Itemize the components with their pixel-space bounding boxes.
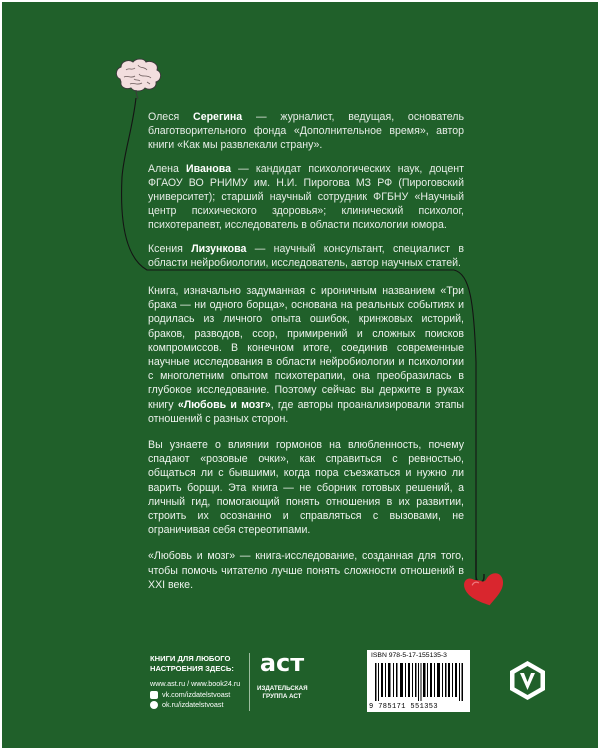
isbn-text: ISBN 978-5-17-155135-3 bbox=[371, 652, 447, 659]
age-rating-badge-icon bbox=[506, 659, 549, 702]
brain-icon bbox=[112, 57, 164, 99]
author-surname: Иванова bbox=[186, 162, 232, 175]
book-back-cover bbox=[2, 2, 598, 748]
description-paragraph-1: Книга, изначально задуманная с ироничным названием «Три брака — ни одного борща», основана на реальных событиях и родилась из личного опыта ошибок, кринжовых историй, браков, разводов, ссор, примирений и сложных поисков компромиссов. В конечном итоге, соединив современные научные исследования в области нейробиологии и психологии с многолетним опытом психотерапии, она преобразилась в глубокое исследование. Поэтому сейчас вы держите в руках книгу «Любовь и мозг», где авторы проанализировали этапы отношений с разных сторон. bbox=[148, 285, 464, 425]
footer-heading-line2: НАСТРОЕНИЯ ЗДЕСЬ: bbox=[150, 664, 234, 673]
ok-icon bbox=[150, 701, 158, 709]
description-paragraph-2: Вы узнаете о влиянии гормонов на влюбленность, почему спадают «розовые очки», как справиться с ревностью, общаться ли с бывшими, когда пора съезжаться и нужно ли варить борщи. Эта книга — не сборник готовых решений, а личный гид, помогающий понять отношения в их развитии, строить их осознанно и справляться с вызовами, не ограничивая себя стереотипами. bbox=[148, 439, 464, 537]
website-link[interactable]: www.ast.ru / www.book24.ru bbox=[150, 679, 241, 688]
heart-hook-icon bbox=[462, 550, 516, 630]
divider bbox=[249, 653, 250, 711]
vk-icon bbox=[150, 691, 158, 699]
book-description bbox=[148, 284, 464, 604]
ok-link[interactable]: ok.ru/izdatelstvoast bbox=[162, 700, 224, 710]
barcode-bars-icon bbox=[375, 663, 463, 701]
publisher-logo bbox=[257, 651, 307, 700]
isbn-barcode bbox=[367, 650, 470, 712]
author-surname: Лизункова bbox=[191, 242, 247, 255]
publisher-line2: ГРУППА АСТ bbox=[262, 692, 302, 700]
author-surname: Серегина bbox=[193, 111, 243, 123]
book-title-bold: «Любовь и мозг» bbox=[177, 398, 271, 411]
publisher-line1: ИЗДАТЕЛЬСКАЯ bbox=[257, 685, 308, 692]
footer-links bbox=[150, 654, 240, 711]
ok-link-row[interactable] bbox=[150, 700, 240, 711]
ast-logo-icon: аст bbox=[259, 649, 305, 677]
barcode-digits: 9 785171 551353 bbox=[369, 703, 439, 711]
author-ivanova: Алена Иванова — кандидат психологических наук, доцент ФГАОУ ВО РНИМУ им. Н.И. Пирогова МЗ РФ (Пироговский университет); старший научный сотрудник ФГБНУ «Научный центр психического здоровья»; клинический психолог, психотерапевт, исследователь в области психологии юмора. bbox=[148, 162, 464, 232]
footer-heading-line1: КНИГИ ДЛЯ ЛЮБОГО bbox=[150, 654, 231, 663]
author-lizunkova: Ксения Лизункова — научный консультант, специалист в области нейробиологии, исследователь, автор научных статей. bbox=[148, 242, 464, 269]
authors-section bbox=[148, 110, 464, 279]
author-seregina: Олеся Серегина — журналист, ведущая, основатель благотворительного фонда «Дополнительное время», автор книги «Как мы развлекали страну». bbox=[148, 111, 465, 152]
vk-link-row[interactable] bbox=[150, 690, 240, 701]
description-paragraph-3: «Любовь и мозг» — книга-исследование, созданная для того, чтобы помочь читателю лучше понять сложности отношений в XXI веке. bbox=[148, 550, 464, 591]
vk-link[interactable]: vk.com/izdatelstvoast bbox=[162, 689, 231, 699]
